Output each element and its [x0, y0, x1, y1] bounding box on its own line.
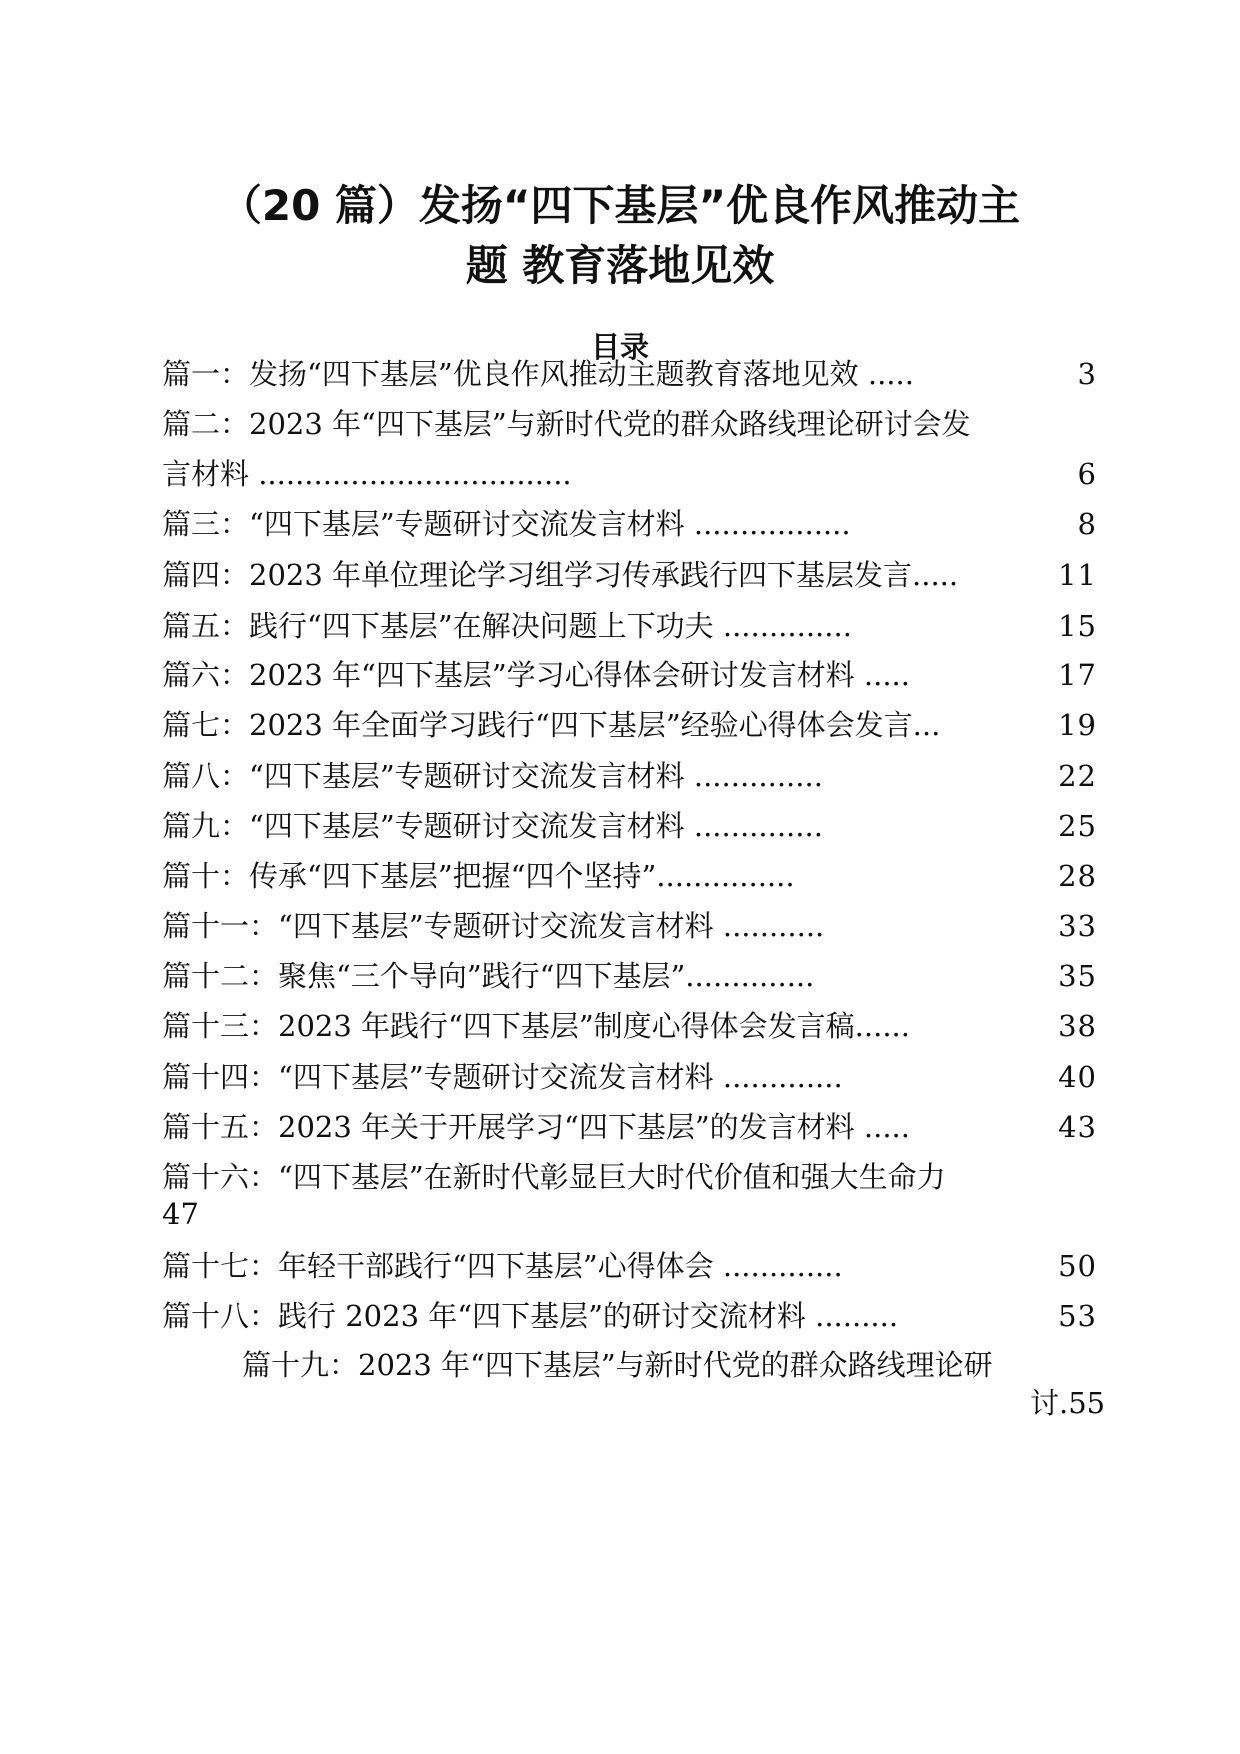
toc-entry-text: 篇九：“四下基层”专题研讨交流发言材料 .............. — [162, 809, 823, 843]
toc-entry[interactable] — [162, 354, 1097, 394]
toc-entry[interactable] — [162, 555, 1097, 595]
toc-entry[interactable] — [162, 1006, 1097, 1046]
toc-entry[interactable] — [162, 504, 1097, 544]
toc-entry-text: 篇七：2023 年全面学习践行“四下基层”经验心得体会发言... — [162, 708, 941, 742]
toc-entry[interactable] — [162, 606, 1097, 646]
toc-entry[interactable] — [162, 806, 1097, 846]
toc-entry-text[interactable]: 篇十九：2023 年“四下基层”与新时代党的群众路线理论研 — [242, 1348, 993, 1382]
toc-entry[interactable] — [162, 454, 1097, 494]
toc-entry-text: 言材料 .................................. — [162, 457, 572, 491]
toc-entry-page: 43 — [1058, 1110, 1097, 1144]
toc-entry-page: 25 — [1058, 809, 1097, 843]
toc-entry-text: 篇十三：2023 年践行“四下基层”制度心得体会发言稿...... — [162, 1009, 910, 1043]
toc-entry[interactable] — [162, 956, 1097, 996]
toc-entry-text: 篇四：2023 年单位理论学习组学习传承践行四下基层发言..... — [162, 558, 959, 592]
toc-entry-page: 15 — [1058, 609, 1097, 643]
toc-entry-page: 28 — [1058, 859, 1097, 893]
toc-entry[interactable] — [162, 1057, 1097, 1097]
toc-entry-text: 篇十一：“四下基层”专题研讨交流发言材料 ........... — [162, 909, 825, 943]
toc-entry-page: 53 — [1058, 1299, 1097, 1333]
toc-entry-text: 篇三：“四下基层”专题研讨交流发言材料 ................. — [162, 507, 851, 541]
toc-entry-page: 8 — [1077, 507, 1097, 541]
document-title — [120, 176, 1120, 296]
document-title-line-1: （20 篇）发扬“四下基层”优良作风推动主 — [219, 181, 1021, 230]
toc-entry-text: 篇五：践行“四下基层”在解决问题上下功夫 .............. — [162, 609, 852, 643]
document-title-line-2: 题 教育落地见效 — [465, 241, 775, 290]
toc-entry-text: 篇十：传承“四下基层”把握“四个坚持”............... — [162, 859, 795, 893]
toc-entry-page: 33 — [1058, 909, 1097, 943]
toc-entry[interactable] — [162, 856, 1097, 896]
toc-entry-page: 3 — [1077, 357, 1097, 391]
toc-entry-page[interactable]: 讨.55 — [1030, 1386, 1106, 1420]
toc-entry-text: 篇十六：“四下基层”在新时代彰显巨大时代价值和强大生命力 — [162, 1160, 946, 1194]
toc-entry[interactable] — [162, 1246, 1097, 1286]
toc-entry[interactable] — [162, 756, 1097, 796]
toc-entry-text: 篇二：2023 年“四下基层”与新时代党的群众路线理论研讨会发 — [162, 407, 971, 441]
toc-entry[interactable] — [162, 1157, 1097, 1197]
toc-entry-page: 38 — [1058, 1009, 1097, 1043]
toc-entry-text: 篇八：“四下基层”专题研讨交流发言材料 .............. — [162, 759, 823, 793]
toc-entry[interactable] — [162, 705, 1097, 745]
toc-entry-text: 篇十八：践行 2023 年“四下基层”的研讨交流材料 ......... — [162, 1299, 899, 1333]
toc-entry-text: 篇十二：聚焦“三个导向”践行“四下基层”.............. — [162, 959, 815, 993]
toc-entry-page: 22 — [1058, 759, 1097, 793]
toc-entry-page: 17 — [1058, 658, 1097, 692]
toc-entry-page: 50 — [1058, 1249, 1097, 1283]
toc-entry-page-number[interactable]: 47 — [162, 1197, 199, 1231]
toc-entry-text: 篇十四：“四下基层”专题研讨交流发言材料 ............. — [162, 1060, 843, 1094]
toc-entry-page: 40 — [1058, 1060, 1097, 1094]
toc-heading: 目录 — [590, 330, 649, 364]
toc-entry-page: 11 — [1058, 558, 1097, 592]
toc-entry[interactable] — [162, 655, 1097, 695]
toc-entry-text: 篇一：发扬“四下基层”优良作风推动主题教育落地见效 ..... — [162, 357, 914, 391]
toc-entry[interactable] — [162, 1107, 1097, 1147]
toc-entry-text: 篇十七：年轻干部践行“四下基层”心得体会 ............. — [162, 1249, 843, 1283]
toc-entry[interactable] — [162, 1296, 1097, 1336]
toc-entry[interactable] — [162, 906, 1097, 946]
toc-entry-page: 19 — [1058, 708, 1097, 742]
toc-entry-text: 篇十五：2023 年关于开展学习“四下基层”的发言材料 ..... — [162, 1110, 910, 1144]
toc-entry[interactable] — [162, 404, 1097, 444]
toc-entry-page: 35 — [1058, 959, 1097, 993]
toc-entry-page: 6 — [1077, 457, 1097, 491]
toc-entry-text: 篇六：2023 年“四下基层”学习心得体会研讨发言材料 ..... — [162, 658, 910, 692]
